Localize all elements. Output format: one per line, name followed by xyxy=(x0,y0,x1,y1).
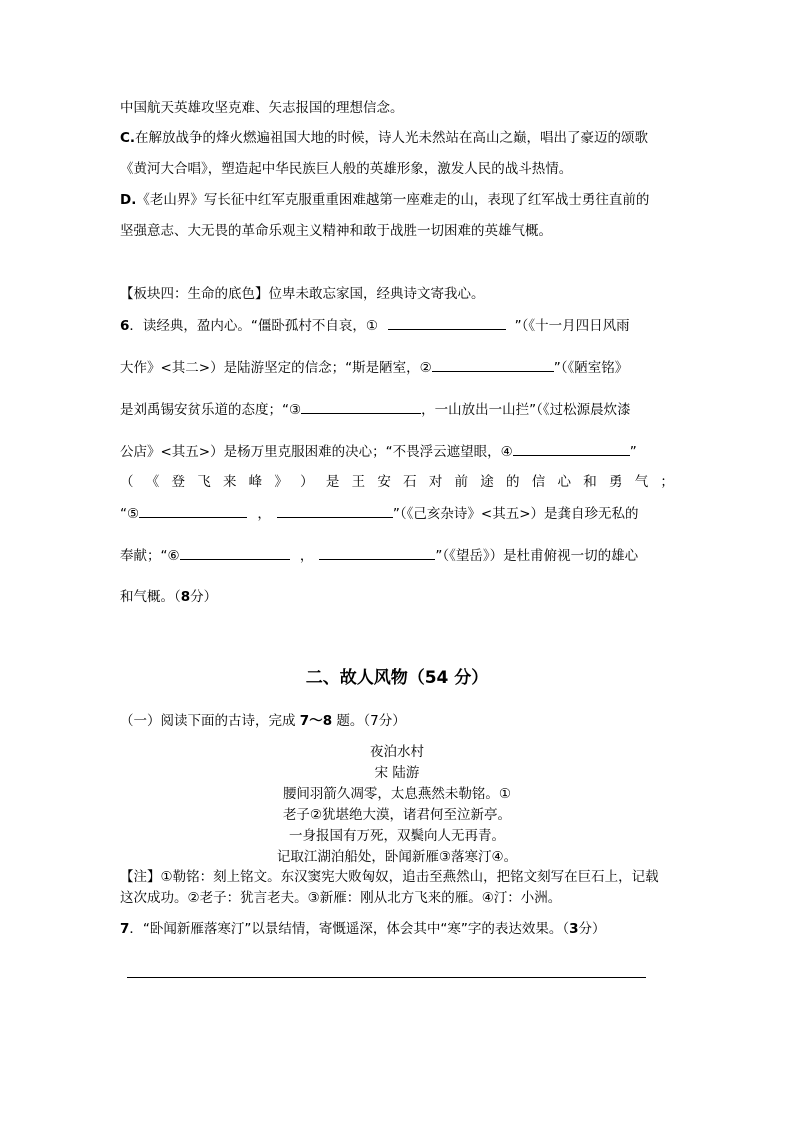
q6-line1: 6．读经典，盈内心。“僵卧孤村不自哀，① ”（《十一月四日风雨 xyxy=(120,315,630,336)
part2-title: 二、故人风物（54 分） xyxy=(305,668,489,688)
q6-line3: 是刘禹锡安贫乐道的态度；“③ ，一山放出一山拦”（《过松源晨炊漆 xyxy=(120,399,631,420)
q6-line5-char: 气 xyxy=(634,474,649,490)
q6-line5-char: 对 xyxy=(428,474,443,490)
option-d-line2: 坚强意志、大无畏的革命乐观主义精神和敢于战胜一切困难的英雄气概。 xyxy=(120,223,552,239)
poem-line: 一身报国有万死，双鬓向人无再青。 xyxy=(289,828,505,844)
option-c-line1: C.在解放战争的烽火燃遍祖国大地的时候，诗人光未然站在高山之巅，唱出了豪迈的颂歌 xyxy=(120,130,649,146)
poem-line: 老子②犹堪绝大漠，诸君何至泣新亭。 xyxy=(282,807,512,823)
q6-line2: 大作》<其二>）是陆游坚定的信念；“斯是陋室，② ”（《陋室铭》 xyxy=(120,357,628,378)
q6-line5-char: 峰 xyxy=(248,474,263,490)
q6-line5 xyxy=(120,472,674,492)
poem-line: 腰间羽箭久凋零，太息燕然未勒铭。① xyxy=(282,786,512,802)
q6-blank-3[interactable] xyxy=(301,399,421,414)
option-b-tail: 中国航天英雄攻坚克难、矢志报国的理想信念。 xyxy=(120,100,404,116)
poem-title: 夜泊水村 xyxy=(370,744,424,760)
q6-line6: “⑤ ， ”（《己亥杂诗》<其五>）是龚自珍无私的 xyxy=(120,503,639,524)
q6-line5-char: 前 xyxy=(454,474,469,490)
section4-heading: 【板块四：生命的底色】位卑未敢忘家国，经典诗文寄我心。 xyxy=(120,286,485,302)
q6-line5-char: 》 xyxy=(274,474,288,490)
q6-blank-6[interactable] xyxy=(277,503,393,518)
q6-line5-char: ； xyxy=(660,474,674,490)
q6-line5-char: 途 xyxy=(480,474,494,490)
q6-line5-char: 王 xyxy=(351,474,366,490)
poem-note-line1: 【注】①勒铭：刻上铭文。东汉窦宪大败匈奴，追击至燕然山，把铭文刻写在巨石上，记载 xyxy=(120,869,659,885)
q6-line8: 和气概。（8分） xyxy=(120,589,218,605)
q6-line5-char: 《 xyxy=(145,474,160,490)
q6-line5-char: 石 xyxy=(403,474,417,490)
q6-line5-char: （ xyxy=(120,474,134,490)
q6-line5-char: 安 xyxy=(377,474,391,490)
poem-line: 记取江湖泊船处，卧闻新雁③落寒汀④。 xyxy=(276,849,518,865)
q6-line4: 公店》<其五>）是杨万里克服困难的决心；“不畏浮云遮望眼，④ ” xyxy=(120,441,637,462)
q6-blank-2[interactable] xyxy=(432,357,554,372)
q6-blank-1[interactable] xyxy=(388,315,506,330)
q6-blank-7[interactable] xyxy=(180,545,290,560)
q6-line5-char: 和 xyxy=(583,474,597,490)
q6-blank-8[interactable] xyxy=(319,545,435,560)
answer-line[interactable] xyxy=(127,977,646,978)
option-c-line2: 《黄河大合唱》，塑造起中华民族巨人般的英雄形象，激发人民的战斗热情。 xyxy=(120,161,573,177)
q6-line5-char: 信 xyxy=(531,474,546,490)
q6-line5-char: 勇 xyxy=(608,474,623,490)
q6-line5-char: 是 xyxy=(325,474,340,490)
reading-intro: （一）阅读下面的古诗，完成 7～8 题。（7分） xyxy=(120,713,406,729)
option-d-line1: D.《老山界》写长征中红军克服重重困难越第一座难走的山，表现了红军战士勇往直前的 xyxy=(120,192,650,208)
q6-line5-char: 登 xyxy=(171,474,185,490)
q6-line5-char: 飞 xyxy=(197,474,211,490)
q6-line5-char: ） xyxy=(300,474,314,490)
q6-blank-4[interactable] xyxy=(513,441,630,456)
q6-line5-char: 的 xyxy=(506,474,520,490)
q7-question: 7．“卧闻新雁落寒汀”以景结情，寄慨遥深，体会其中“寒”字的表达效果。（3分） xyxy=(120,921,606,937)
q6-line5-char: 心 xyxy=(557,474,571,490)
q6-line5-char: 来 xyxy=(222,474,237,490)
poem-note-line2: 这次成功。②老子：犹言老夫。③新雁：刚从北方飞来的雁。④汀：小洲。 xyxy=(120,890,562,906)
poem-author: 宋 陆游 xyxy=(374,765,420,781)
q6-blank-5[interactable] xyxy=(139,503,247,518)
q6-line7: 奉献；“⑥ ， ”（《望岳》）是杜甫俯视一切的雄心 xyxy=(120,545,638,566)
